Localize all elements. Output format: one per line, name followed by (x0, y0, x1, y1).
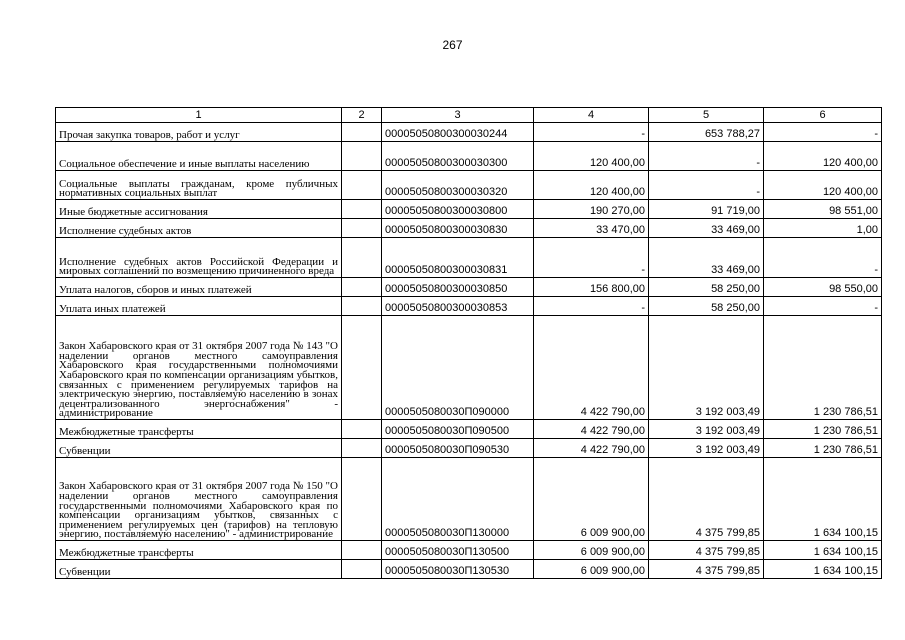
row-name: Иные бюджетные ассигнования (56, 200, 342, 219)
row-col2 (342, 297, 382, 316)
row-value-6: 120 400,00 (764, 142, 882, 171)
row-code: 0000505080030П090500 (382, 420, 534, 439)
row-col2 (342, 219, 382, 238)
table-row (56, 278, 882, 297)
table-header-row (56, 108, 882, 123)
row-value-6: 98 550,00 (764, 278, 882, 297)
row-col2 (342, 560, 382, 579)
row-value-4: - (534, 297, 649, 316)
row-name: Субвенции (56, 560, 342, 579)
row-code: 00005050800300030320 (382, 171, 534, 200)
row-name: Исполнение судебных актов Российской Федерации и мировых соглашений по возмещению причиненного вреда (56, 238, 342, 278)
row-value-4: 156 800,00 (534, 278, 649, 297)
row-value-6: 1 634 100,15 (764, 458, 882, 541)
row-code: 0000505080030П090000 (382, 316, 534, 420)
row-value-4: - (534, 238, 649, 278)
row-value-4: 4 422 790,00 (534, 439, 649, 458)
table-row (56, 316, 882, 420)
row-name: Межбюджетные трансферты (56, 541, 342, 560)
row-value-6: 1 230 786,51 (764, 420, 882, 439)
row-value-4: 4 422 790,00 (534, 420, 649, 439)
column-header: 1 (56, 108, 342, 123)
row-value-5: 91 719,00 (649, 200, 764, 219)
table-row (56, 200, 882, 219)
row-value-6: - (764, 123, 882, 142)
column-header: 5 (649, 108, 764, 123)
row-code: 00005050800300030800 (382, 200, 534, 219)
row-name: Исполнение судебных актов (56, 219, 342, 238)
row-value-5: 653 788,27 (649, 123, 764, 142)
row-col2 (342, 142, 382, 171)
row-code: 00005050800300030244 (382, 123, 534, 142)
row-value-5: 4 375 799,85 (649, 560, 764, 579)
row-col2 (342, 458, 382, 541)
row-value-4: 4 422 790,00 (534, 316, 649, 420)
row-value-6: - (764, 238, 882, 278)
row-value-6: 120 400,00 (764, 171, 882, 200)
table-row (56, 142, 882, 171)
column-header: 4 (534, 108, 649, 123)
row-name: Социальное обеспечение и иные выплаты населению (56, 142, 342, 171)
page-number: 267 (442, 38, 463, 52)
row-code: 0000505080030П130530 (382, 560, 534, 579)
row-name: Уплата иных платежей (56, 297, 342, 316)
row-code: 0000505080030П130000 (382, 458, 534, 541)
row-name: Субвенции (56, 439, 342, 458)
row-value-6: 1 634 100,15 (764, 541, 882, 560)
table-row (56, 560, 882, 579)
table-row (56, 171, 882, 200)
row-value-6: - (764, 297, 882, 316)
row-value-4: - (534, 123, 649, 142)
row-col2 (342, 278, 382, 297)
column-header: 6 (764, 108, 882, 123)
row-col2 (342, 541, 382, 560)
row-value-4: 6 009 900,00 (534, 560, 649, 579)
row-value-5: 33 469,00 (649, 219, 764, 238)
row-code: 00005050800300030300 (382, 142, 534, 171)
column-header: 2 (342, 108, 382, 123)
row-code: 00005050800300030830 (382, 219, 534, 238)
row-value-5: 58 250,00 (649, 278, 764, 297)
row-col2 (342, 420, 382, 439)
row-value-5: 4 375 799,85 (649, 541, 764, 560)
row-name: Закон Хабаровского края от 31 октября 2007 года № 150 "О наделении органов местного самоуправления государственными полномочиями Хабаровского края по компенсации организациям убытков, связанных с применением регулируемых цен (тарифов) на тепловую энергию, поставляемую населению" - администрирование (56, 458, 342, 541)
row-value-5: 58 250,00 (649, 297, 764, 316)
row-value-5: 3 192 003,49 (649, 316, 764, 420)
row-code: 00005050800300030853 (382, 297, 534, 316)
row-value-6: 1 634 100,15 (764, 560, 882, 579)
row-code: 00005050800300030831 (382, 238, 534, 278)
row-value-6: 1 230 786,51 (764, 316, 882, 420)
table-row (56, 219, 882, 238)
row-code: 0000505080030П130500 (382, 541, 534, 560)
row-code: 0000505080030П090530 (382, 439, 534, 458)
row-value-4: 190 270,00 (534, 200, 649, 219)
row-value-6: 98 551,00 (764, 200, 882, 219)
row-name: Межбюджетные трансферты (56, 420, 342, 439)
table-row (56, 297, 882, 316)
row-name: Уплата налогов, сборов и иных платежей (56, 278, 342, 297)
row-value-5: 3 192 003,49 (649, 420, 764, 439)
row-value-5: 4 375 799,85 (649, 458, 764, 541)
row-name: Прочая закупка товаров, работ и услуг (56, 123, 342, 142)
row-col2 (342, 171, 382, 200)
row-value-4: 120 400,00 (534, 171, 649, 200)
row-name: Закон Хабаровского края от 31 октября 2007 года № 143 "О наделении органов местного самоуправления Хабаровского края государственными полномочиями Хабаровского края по компенсации организациям убытков, связанных с применением регулируемых тарифов на электрическую энергию, поставляемую населению в зонах децентрализованного энергоснабжения" - администрирование (56, 316, 342, 420)
row-value-5: - (649, 142, 764, 171)
row-col2 (342, 200, 382, 219)
table-row (56, 439, 882, 458)
row-value-4: 6 009 900,00 (534, 541, 649, 560)
row-value-4: 33 470,00 (534, 219, 649, 238)
table-row (56, 420, 882, 439)
row-value-4: 6 009 900,00 (534, 458, 649, 541)
row-col2 (342, 238, 382, 278)
column-header: 3 (382, 108, 534, 123)
row-col2 (342, 123, 382, 142)
row-value-6: 1,00 (764, 219, 882, 238)
budget-table (55, 107, 882, 579)
row-value-6: 1 230 786,51 (764, 439, 882, 458)
table-row (56, 238, 882, 278)
table-row (56, 458, 882, 541)
row-value-5: 3 192 003,49 (649, 439, 764, 458)
row-col2 (342, 439, 382, 458)
row-value-5: 33 469,00 (649, 238, 764, 278)
row-name: Социальные выплаты гражданам, кроме публичных нормативных социальных выплат (56, 171, 342, 200)
row-code: 00005050800300030850 (382, 278, 534, 297)
row-value-4: 120 400,00 (534, 142, 649, 171)
table-row (56, 123, 882, 142)
row-col2 (342, 316, 382, 420)
row-value-5: - (649, 171, 764, 200)
table-row (56, 541, 882, 560)
